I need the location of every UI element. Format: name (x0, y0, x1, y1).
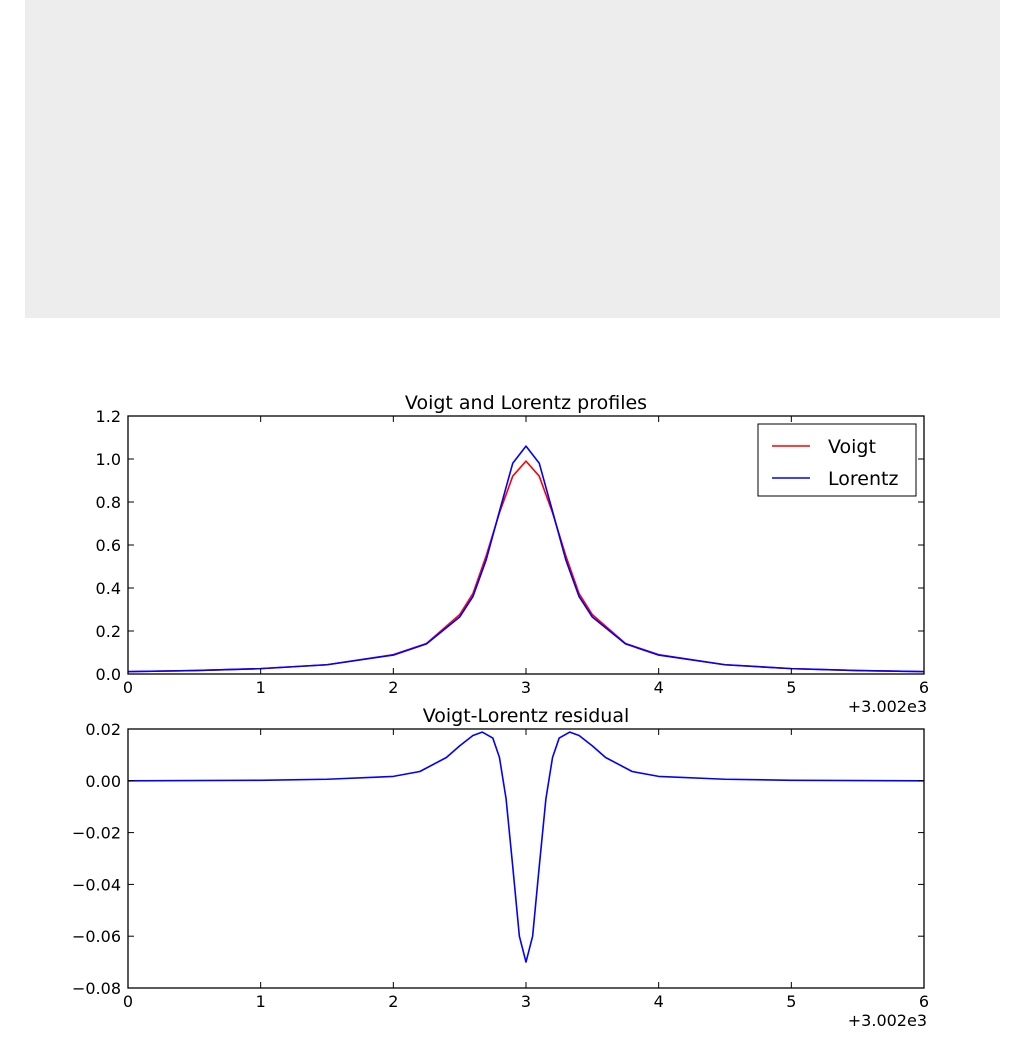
legend-label-voigt: Voigt (828, 436, 876, 458)
x-tick-label: 3 (520, 992, 532, 1011)
x-offset-text: +3.002e3 (847, 697, 927, 716)
x-tick-label: 1 (255, 992, 266, 1011)
y-tick-label: 0.6 (95, 536, 121, 555)
x-tick-label: 0 (122, 678, 134, 697)
y-tick-label: −0.08 (71, 979, 121, 998)
legend-label-lorentz: Lorentz (828, 468, 899, 490)
y-tick-label: 0.00 (85, 771, 121, 791)
axes-frame (128, 729, 924, 988)
chart-title: Voigt-Lorentz residual (422, 705, 630, 727)
series-line-residual (128, 732, 924, 962)
x-offset-text: +3.002e3 (847, 1011, 927, 1030)
y-tick-label: 0.8 (95, 493, 121, 512)
y-tick-label: 0.0 (95, 665, 121, 684)
y-tick-label: 1.0 (95, 450, 121, 469)
x-tick-label: 2 (388, 678, 399, 697)
y-tick-label: 0.02 (85, 720, 121, 739)
axes-1 (96, 392, 930, 716)
y-tick-label: −0.06 (71, 927, 121, 947)
x-tick-label: 2 (388, 992, 399, 1011)
chart-title: Voigt and Lorentz profiles (404, 392, 648, 414)
x-tick-label: 6 (918, 992, 930, 1011)
y-tick-label: 0.4 (95, 579, 121, 598)
y-tick-label: 0.2 (95, 622, 121, 641)
x-tick-label: 4 (653, 992, 664, 1011)
y-tick-label: −0.02 (71, 823, 121, 843)
axes-2 (72, 705, 929, 1030)
y-tick-label: 1.2 (95, 407, 121, 426)
x-tick-label: 1 (255, 678, 266, 697)
x-tick-label: 4 (653, 678, 664, 697)
x-tick-label: 3 (520, 678, 532, 697)
x-tick-label: 6 (918, 678, 930, 697)
legend (758, 424, 916, 496)
x-tick-label: 5 (786, 992, 797, 1011)
x-tick-label: 0 (122, 992, 134, 1011)
y-tick-label: −0.04 (71, 875, 121, 895)
x-tick-label: 5 (786, 678, 797, 697)
